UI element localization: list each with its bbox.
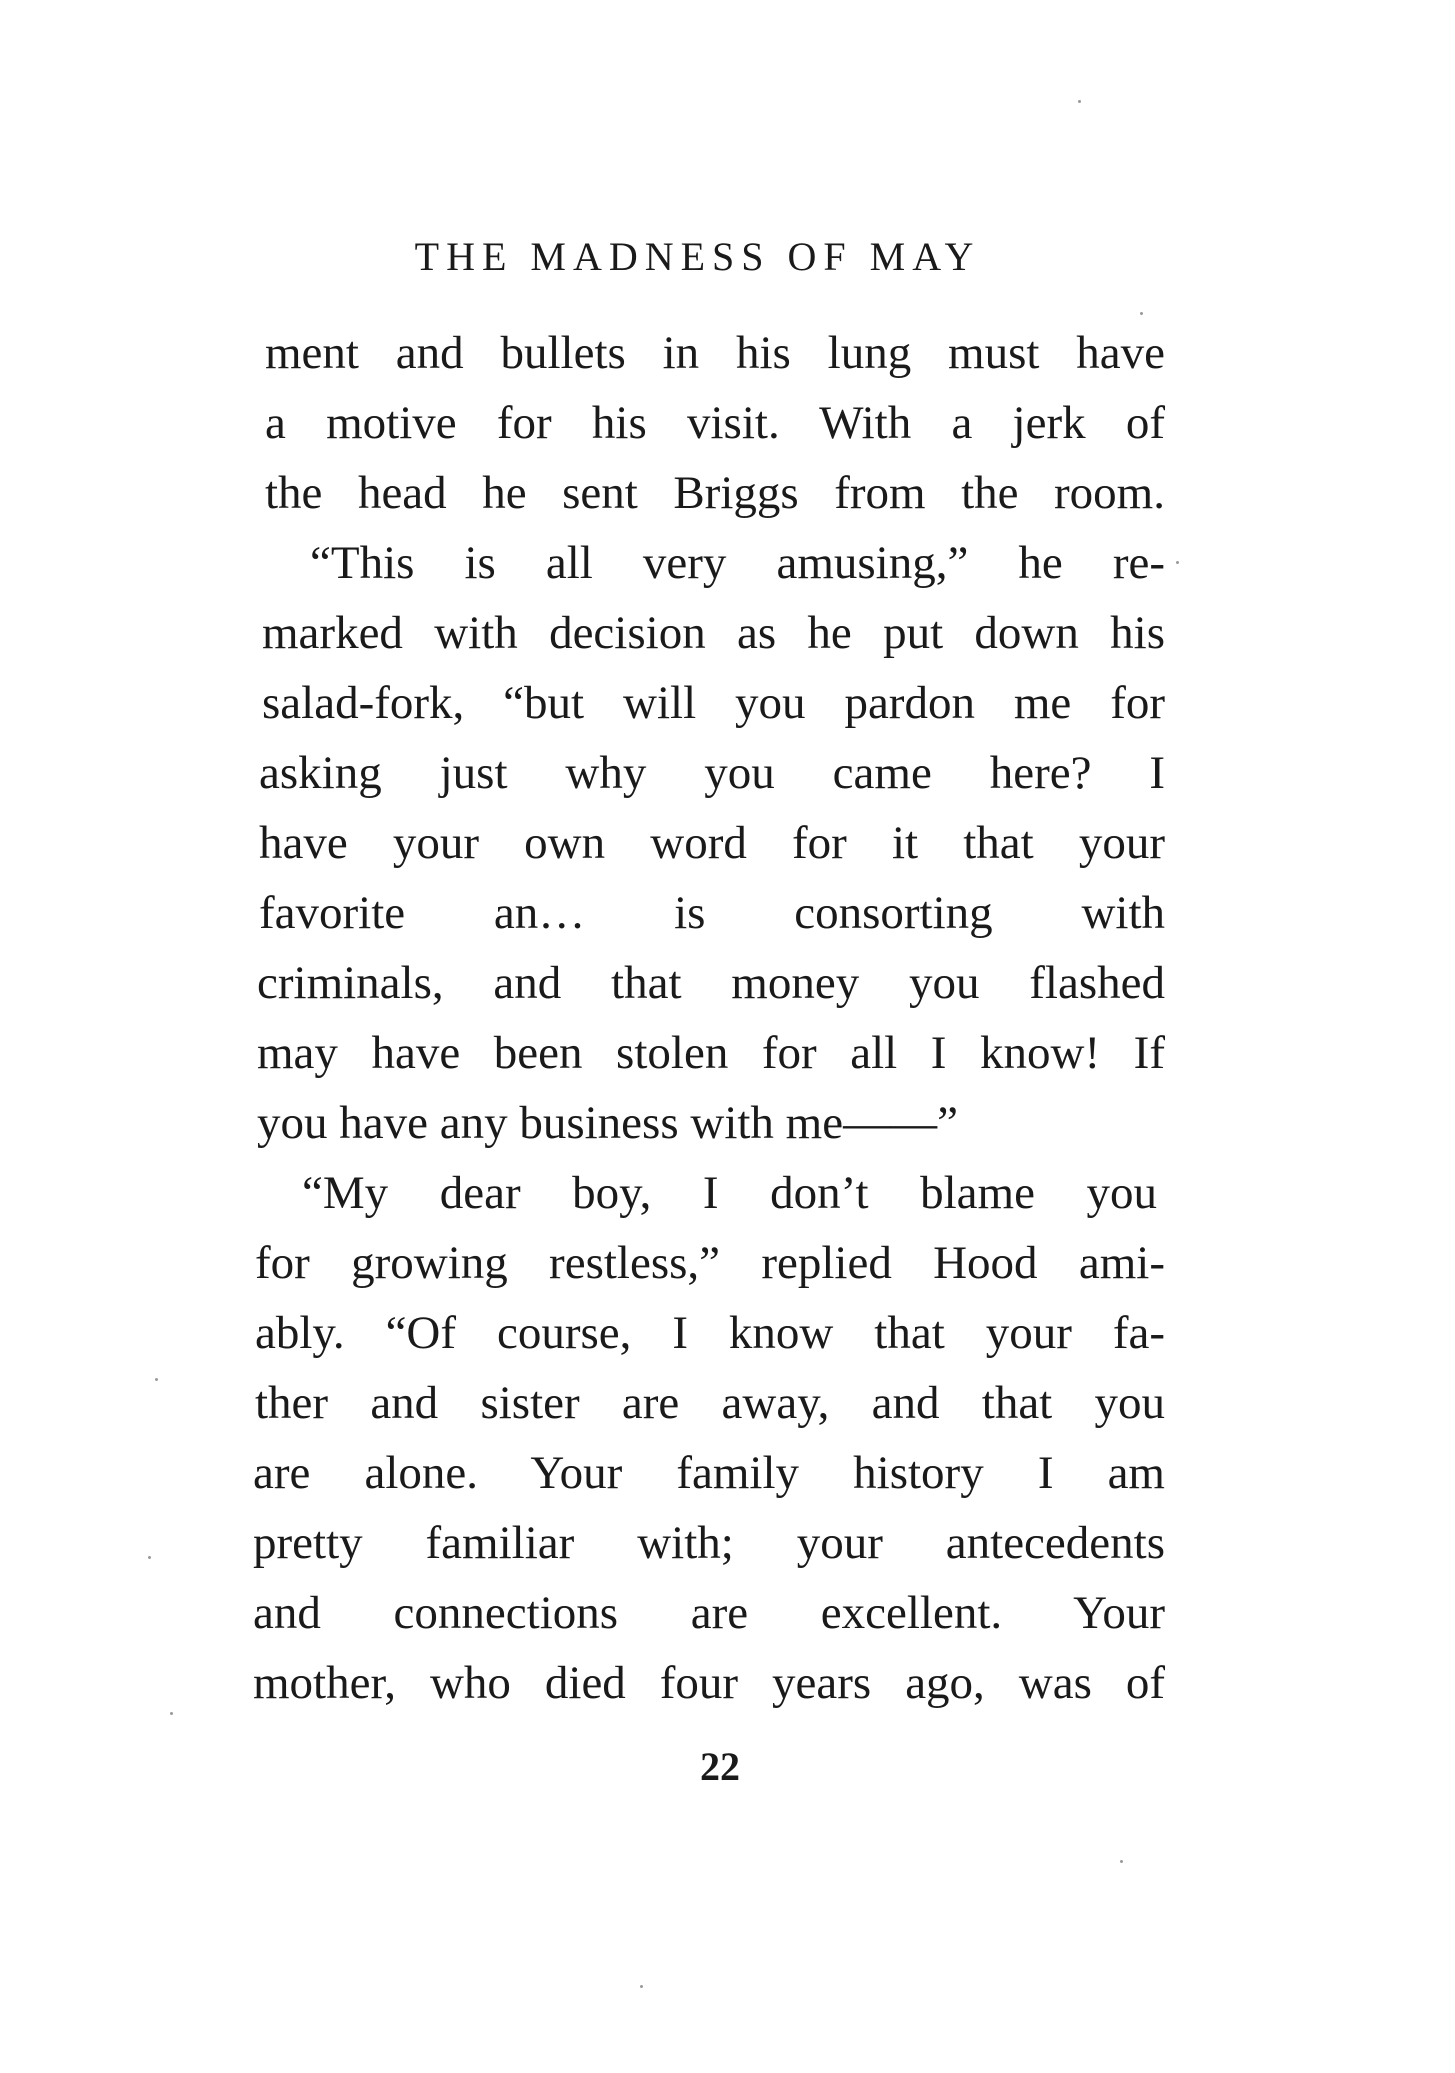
paper-speck (1078, 100, 1081, 103)
text-line: ably. “Of course, I know that your fa- (255, 1307, 1165, 1359)
text-line: may have been stolen for all I know! If (257, 1027, 1165, 1079)
text-line: a motive for his visit. With a jerk of (265, 397, 1165, 449)
paper-speck (170, 1712, 173, 1715)
paper-speck (1176, 561, 1179, 564)
text-line: pretty familiar with; your antecedents (253, 1517, 1165, 1569)
paper-speck (640, 1985, 643, 1988)
text-line: marked with decision as he put down his (262, 607, 1165, 659)
paper-speck (1120, 1860, 1123, 1863)
body-text (253, 318, 1165, 1718)
text-line: criminals, and that money you flashed (257, 957, 1165, 1009)
paper-speck (1140, 312, 1143, 315)
text-line: for growing restless,” replied Hood ami- (255, 1237, 1165, 1289)
text-line: ther and sister are away, and that you (255, 1377, 1165, 1429)
text-line: and connections are excellent. Your (253, 1587, 1165, 1639)
text-line: mother, who died four years ago, was of (253, 1657, 1165, 1709)
text-line: favorite an… is consorting with (259, 887, 1165, 939)
text-line: ment and bullets in his lung must have (265, 327, 1165, 379)
text-line: salad-fork, “but will you pardon me for (262, 677, 1165, 729)
text-line: are alone. Your family history I am (253, 1447, 1165, 1499)
text-line: you have any business with me——” (257, 1097, 958, 1149)
text-line: “This is all very amusing,” he re- (310, 537, 1165, 589)
page-number: 22 (700, 1744, 740, 1789)
text-line: have your own word for it that your (259, 817, 1165, 869)
text-line: “My dear boy, I don’t blame you (302, 1167, 1157, 1219)
paper-speck (148, 1556, 151, 1559)
text-line: the head he sent Briggs from the room. (265, 467, 1165, 519)
running-head: THE MADNESS OF MAY (414, 234, 981, 279)
paper-speck (155, 1378, 158, 1381)
text-line: asking just why you came here? I (259, 747, 1165, 799)
